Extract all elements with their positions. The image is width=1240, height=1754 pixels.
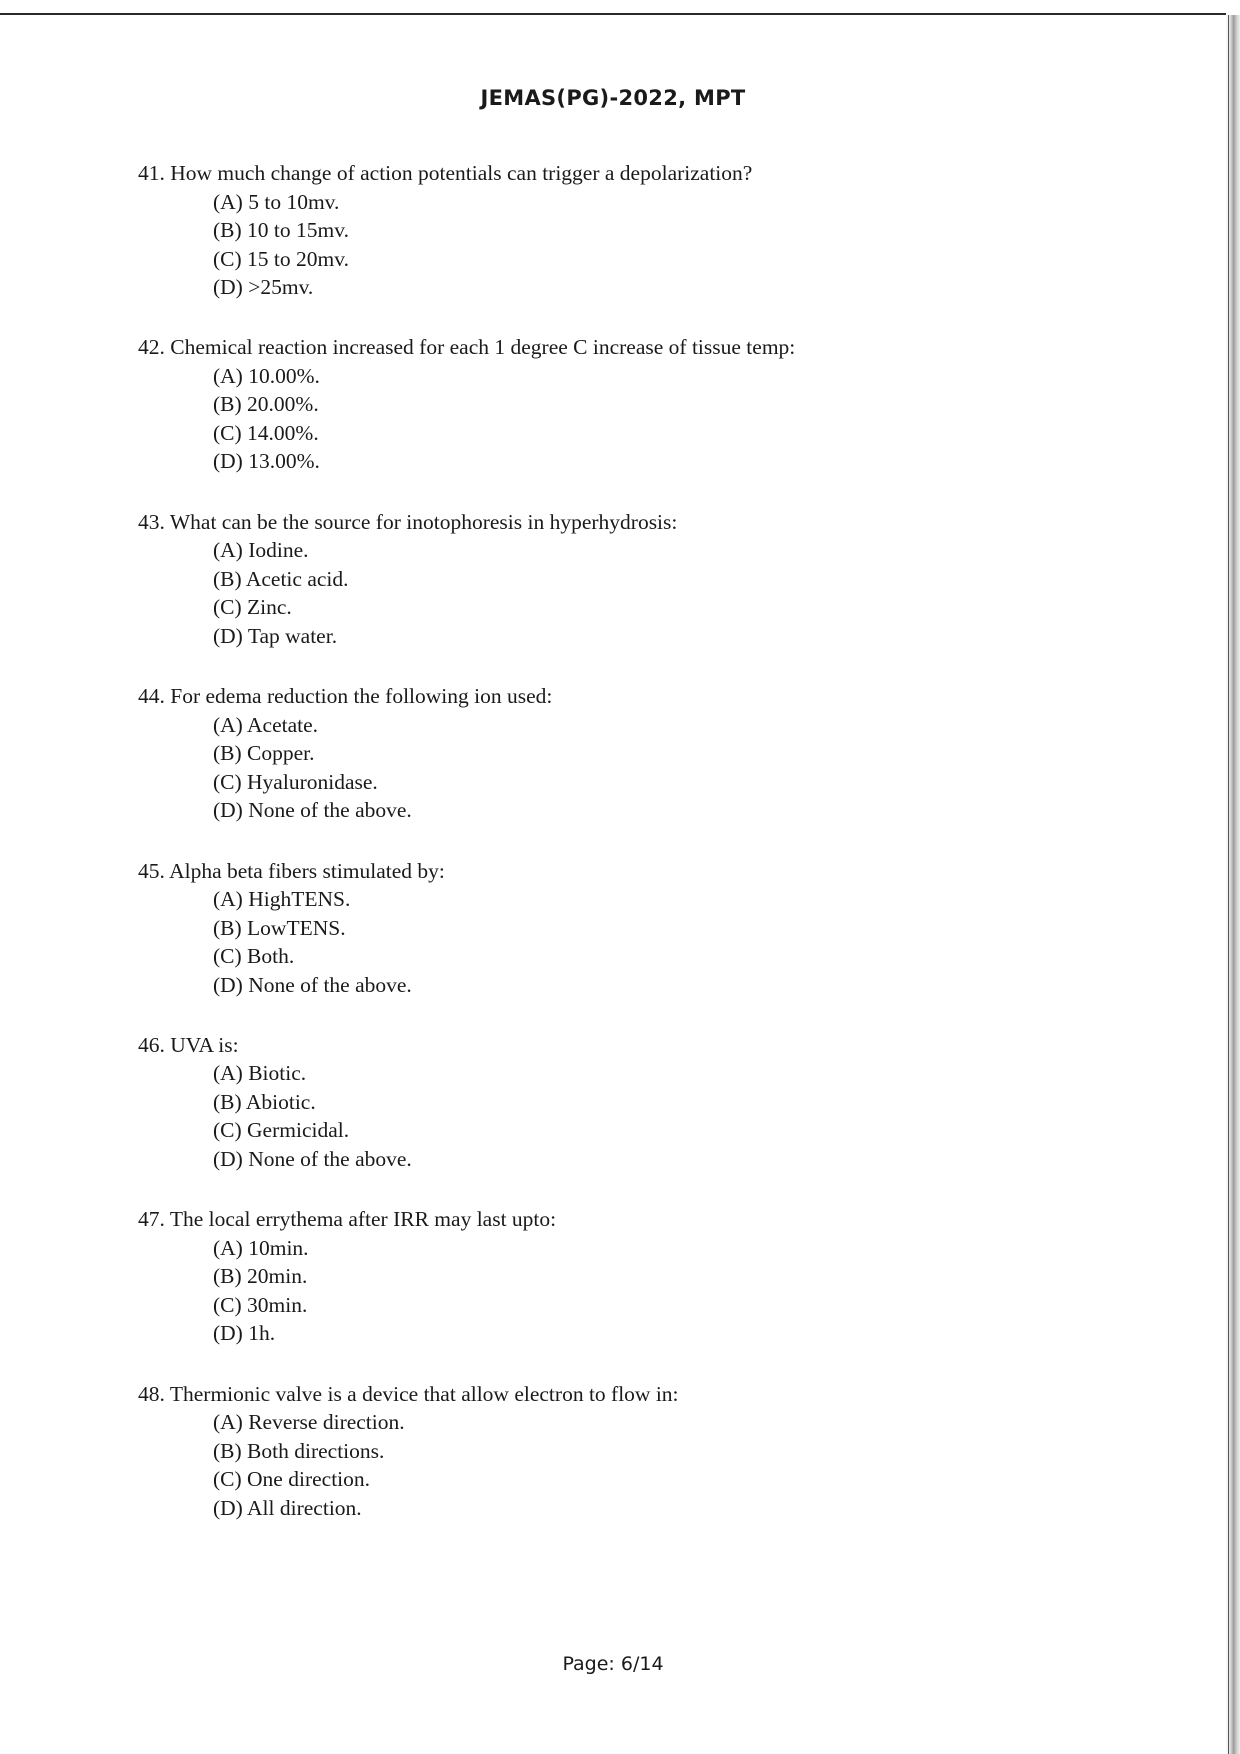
question-stem: 44. For edema reduction the following ion used: xyxy=(138,684,553,709)
option-d: (D) None of the above. xyxy=(213,798,412,823)
option-list xyxy=(213,1059,1138,1173)
question-stem: 47. The local errythema after IRR may last upto: xyxy=(138,1207,557,1232)
option-d: (D) None of the above. xyxy=(213,1146,412,1171)
option-list xyxy=(213,362,1138,476)
question-stem: 48. Thermionic valve is a device that allow electron to flow in: xyxy=(138,1381,679,1406)
question-stem: 43. What can be the source for inotophoresis in hyperhydrosis: xyxy=(138,509,678,534)
question-list xyxy=(138,159,1138,1554)
option-c: (C) Both. xyxy=(213,944,295,969)
top-border-line xyxy=(0,13,1226,15)
option-d: (D) None of the above. xyxy=(213,972,412,997)
option-c: (C) 14.00%. xyxy=(213,420,319,445)
option-a: (A) HighTENS. xyxy=(213,887,351,912)
option-b: (B) Abiotic. xyxy=(213,1089,316,1114)
option-b: (B) Acetic acid. xyxy=(213,566,349,591)
option-list xyxy=(213,536,1138,650)
option-b: (B) 20min. xyxy=(213,1264,308,1289)
question-45 xyxy=(138,857,1138,1031)
option-c: (C) 15 to 20mv. xyxy=(213,246,349,271)
option-list xyxy=(213,885,1138,999)
option-a: (A) 5 to 10mv. xyxy=(213,189,340,214)
option-c: (C) Germicidal. xyxy=(213,1118,350,1143)
question-42 xyxy=(138,333,1138,507)
option-d: (D) 13.00%. xyxy=(213,449,320,474)
option-d: (D) All direction. xyxy=(213,1495,362,1520)
question-stem: 45. Alpha beta fibers stimulated by: xyxy=(138,858,445,883)
scan-edge-line xyxy=(1228,15,1229,1754)
option-c: (C) 30min. xyxy=(213,1292,308,1317)
option-c: (C) Zinc. xyxy=(213,595,292,620)
exam-header-title: JEMAS(PG)-2022, MPT xyxy=(480,86,746,110)
question-stem: 46. UVA is: xyxy=(138,1032,239,1057)
option-b: (B) 10 to 15mv. xyxy=(213,218,349,242)
option-list xyxy=(213,711,1138,825)
option-a: (A) Biotic. xyxy=(213,1061,307,1086)
question-47 xyxy=(138,1205,1138,1379)
option-a: (A) Acetate. xyxy=(213,712,319,737)
option-list xyxy=(213,188,1138,302)
option-d: (D) Tap water. xyxy=(213,623,338,648)
option-c: (C) One direction. xyxy=(213,1467,371,1492)
option-c: (C) Hyaluronidase. xyxy=(213,769,378,794)
question-stem: 42. Chemical reaction increased for each 1 degree C increase of tissue temp: xyxy=(138,335,796,360)
question-48 xyxy=(138,1380,1138,1554)
question-46 xyxy=(138,1031,1138,1205)
option-d: (D) 1h. xyxy=(213,1321,276,1346)
option-a: (A) Reverse direction. xyxy=(213,1410,405,1435)
option-b: (B) Both directions. xyxy=(213,1438,385,1463)
option-b: (B) 20.00%. xyxy=(213,392,319,417)
option-d: (D) >25mv. xyxy=(213,275,314,299)
page-number: Page: 6/14 xyxy=(562,1653,664,1675)
option-a: (A) 10.00%. xyxy=(213,363,320,388)
option-b: (B) LowTENS. xyxy=(213,915,346,940)
option-a: (A) Iodine. xyxy=(213,538,309,563)
question-43 xyxy=(138,508,1138,682)
option-a: (A) 10min. xyxy=(213,1235,309,1260)
question-44 xyxy=(138,682,1138,856)
question-41 xyxy=(138,159,1138,333)
question-stem: 41. How much change of action potentials can trigger a depolarization? xyxy=(138,161,753,185)
option-b: (B) Copper. xyxy=(213,741,315,766)
option-list xyxy=(213,1234,1138,1348)
option-list xyxy=(213,1408,1138,1522)
